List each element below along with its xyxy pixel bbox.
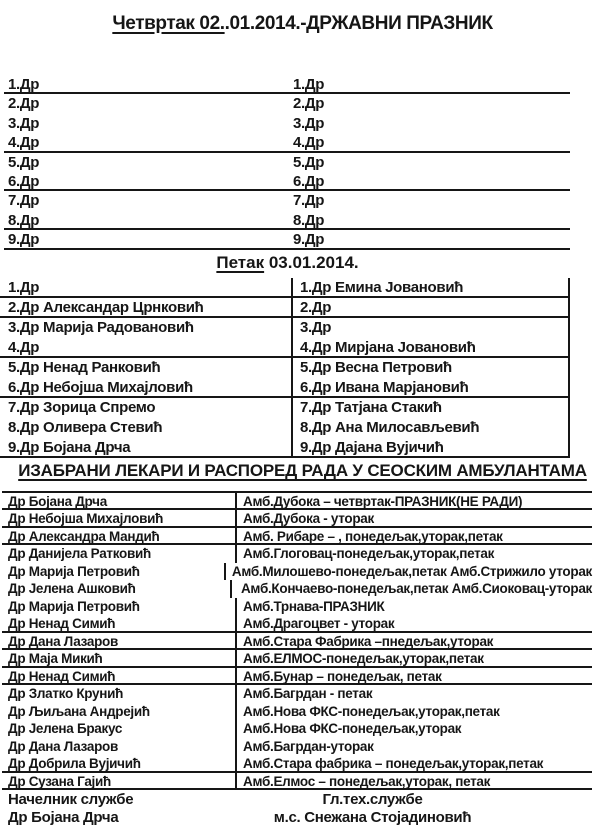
- friday-heading-rest-part: 03.01.2014.: [264, 253, 359, 272]
- clinic-schedule-cell: Амб.Стара фабрика – понедељак,уторак,петак: [243, 756, 544, 772]
- head-technician-label: Гл.тех.службе: [322, 791, 423, 808]
- doctor-name-cell: Др Дана Лазаров: [2, 738, 237, 755]
- doctor-name-cell: Др Златко Крунић: [2, 685, 237, 702]
- signature-title-row: [0, 791, 605, 809]
- clinic-schedule-cell: Амб.Милошево-понедељак,петак Амб.Стрижило уторак: [231, 563, 592, 579]
- table-row: [0, 278, 568, 298]
- roster-slot-cell: 8.Др: [8, 211, 40, 229]
- signature-name-row: [0, 809, 605, 827]
- roster-slot-cell: 1.Др: [8, 76, 40, 93]
- roster-slot-cell: 8.Др: [293, 211, 325, 229]
- doctor-name-cell: Др Александра Мандић: [2, 528, 237, 543]
- doctor-name-cell: Др Марија Петровић: [2, 563, 226, 580]
- doctor-name-cell: Др Марија Петровић: [2, 598, 237, 615]
- table-row: [2, 563, 592, 580]
- table-row: [2, 650, 592, 667]
- title-underlined-part: Четвртак 02.: [112, 13, 225, 34]
- table-row: [2, 633, 592, 650]
- doctor-slot-cell: 3.Др Марија Радовановић: [0, 318, 293, 338]
- doctor-name-cell: Др Јелена Бракус: [2, 720, 237, 737]
- clinic-schedule-cell: Амб.Бунар – понедељак, петак: [243, 668, 442, 684]
- table-row: [2, 615, 592, 632]
- table-row: [0, 298, 568, 318]
- table-row: [4, 153, 570, 172]
- roster-slot-cell: 6.Др: [8, 172, 40, 190]
- doctor-slot-cell: 2.Др: [300, 299, 332, 316]
- signature-block: [0, 791, 605, 827]
- roster-slot-cell: 3.Др: [8, 114, 40, 132]
- table-row: [2, 580, 592, 597]
- clinic-schedule-cell: Амб.Трнава-ПРАЗНИК: [243, 598, 385, 614]
- doctor-slot-cell: 8.Др Оливера Стевић: [0, 418, 293, 438]
- table-row: [2, 703, 592, 720]
- clinic-schedule-cell: Амб.Багрдан-уторак: [243, 738, 374, 754]
- clinic-schedule-cell: Амб. Рибаре – , понедељак,уторак,петак: [243, 528, 503, 544]
- table-row: [4, 133, 570, 152]
- clinic-schedule-cell: Амб.Глоговац-понедељак,уторак,петак: [243, 546, 495, 562]
- table-row: [2, 598, 592, 615]
- table-row: [0, 378, 568, 398]
- table-row: [0, 358, 568, 378]
- doctor-name-cell: Др Добрила Вујичић: [2, 755, 237, 770]
- doctor-slot-cell: 9.Др Бојана Дрча: [0, 438, 293, 456]
- table-row: [2, 685, 592, 702]
- roster-slot-cell: 2.Др: [293, 95, 325, 113]
- clinic-schedule-cell: Амб.Нова ФКС-понедељак,уторак,петак: [243, 703, 500, 719]
- table-row: [2, 738, 592, 755]
- doctor-slot-cell: 7.Др Зорица Спремо: [0, 398, 293, 418]
- doctor-slot-cell: 6.Др Ивана Марјановић: [300, 379, 469, 396]
- table-row: [2, 510, 592, 527]
- doctor-slot-cell: 6.Др Небојша Михајловић: [0, 378, 293, 396]
- table-row: [2, 755, 592, 772]
- friday-heading-underlined-part: Петак: [216, 253, 265, 272]
- doctor-name-cell: Др Љиљана Андрејић: [2, 703, 237, 720]
- clinics-schedule-table: [2, 491, 592, 790]
- doctor-slot-cell: 9.Др Дајана Вујичић: [300, 439, 444, 456]
- chief-of-service-name: Др Бојана Дрча: [8, 809, 119, 826]
- doctor-slot-cell: 1.Др: [0, 278, 293, 296]
- clinic-schedule-cell: Амб.Дубока – четвртак-ПРАЗНИК(НЕ РАДИ): [243, 494, 523, 509]
- roster-slot-cell: 6.Др: [293, 172, 325, 190]
- friday-heading: [0, 253, 575, 273]
- roster-slot-cell: 4.Др: [293, 134, 325, 152]
- table-row: [2, 720, 592, 737]
- roster-slot-cell: 5.Др: [293, 153, 325, 171]
- doctor-slot-cell: 4.Др Мирјана Јовановић: [300, 339, 476, 356]
- clinics-heading-text: ИЗАБРАНИ ЛЕКАРИ И РАСПОРЕД РАДА У СЕОСКИМ АМБУЛАНТАМА: [18, 461, 587, 480]
- table-row: [2, 545, 592, 562]
- roster-slot-cell: 2.Др: [8, 95, 40, 113]
- table-row: [0, 318, 568, 338]
- doctor-name-cell: Др Јелена Ашковић: [2, 580, 232, 597]
- table-row: [2, 668, 592, 685]
- roster-slot-cell: 7.Др: [293, 192, 325, 210]
- doctor-slot-cell: 3.Др: [300, 319, 332, 336]
- table-row: [0, 338, 568, 358]
- roster-slot-cell: 7.Др: [8, 192, 40, 210]
- thursday-roster-table: [4, 75, 570, 250]
- clinic-schedule-cell: Амб.Елмос – понедељак,уторак, петак: [243, 773, 491, 789]
- doctor-name-cell: Др Сузана Гајић: [2, 773, 237, 788]
- roster-slot-cell: 5.Др: [8, 153, 40, 171]
- table-row: [0, 418, 568, 438]
- roster-slot-cell: 3.Др: [293, 114, 325, 132]
- roster-slot-cell: 9.Др: [8, 231, 40, 249]
- table-row: [2, 773, 592, 790]
- clinic-schedule-cell: Амб.Нова ФКС-понедељак,уторак: [243, 721, 462, 737]
- doctor-slot-cell: 2.Др Александар Црнковић: [0, 298, 293, 316]
- table-row: [4, 211, 570, 230]
- doctor-slot-cell: 5.Др Весна Петровић: [300, 359, 452, 376]
- doctor-slot-cell: 4.Др: [0, 338, 293, 356]
- clinic-schedule-cell: Амб.Кончаево-понедељак,петак Амб.Сиоковац-уторак: [237, 581, 592, 597]
- table-row: [4, 230, 570, 249]
- head-technician-name: м.с. Снежана Стојадиновић: [273, 809, 472, 826]
- doctor-name-cell: Др Небојша Михајловић: [2, 510, 237, 525]
- doctor-name-cell: Др Ненад Симић: [2, 615, 237, 630]
- doctor-slot-cell: 8.Др Ана Милосављевић: [300, 419, 480, 436]
- clinics-heading: [0, 461, 605, 481]
- clinic-schedule-cell: Амб.Драгоцвет - уторак: [243, 616, 395, 632]
- table-row: [0, 438, 568, 458]
- clinic-schedule-cell: Амб.Стара Фабрика –пнедељак,уторак: [243, 633, 494, 649]
- clinic-schedule-cell: Амб.ЕЛМОС-понедељак,уторак,петак: [243, 651, 484, 667]
- page-title: [0, 13, 605, 35]
- friday-roster-table: [0, 278, 570, 458]
- doctor-name-cell: Др Ненад Симић: [2, 668, 237, 683]
- table-row: [0, 398, 568, 418]
- table-row: [4, 114, 570, 133]
- roster-slot-cell: 1.Др: [293, 76, 325, 93]
- doctor-name-cell: Др Бојана Дрча: [2, 493, 237, 508]
- doctor-slot-cell: 7.Др Татјана Стакић: [300, 399, 442, 416]
- doctor-slot-cell: 1.Др Емина Јовановић: [300, 279, 464, 296]
- doctor-name-cell: Др Маја Микић: [2, 650, 237, 665]
- table-row: [4, 191, 570, 210]
- doctor-name-cell: Др Дана Лазаров: [2, 633, 237, 648]
- doctor-name-cell: Др Данијела Ратковић: [2, 545, 237, 562]
- doctor-slot-cell: 5.Др Ненад Ранковић: [0, 358, 293, 378]
- clinic-schedule-cell: Амб.Багрдан - петак: [243, 686, 373, 702]
- chief-of-service-label: Начелник службе: [8, 791, 134, 808]
- title-rest-part: .01.2014.-ДРЖАВНИ ПРАЗНИК: [224, 13, 493, 34]
- roster-slot-cell: 9.Др: [293, 231, 325, 249]
- table-row: [2, 528, 592, 545]
- table-row: [2, 493, 592, 510]
- clinic-schedule-cell: Амб.Дубока - уторак: [243, 511, 374, 527]
- table-row: [4, 94, 570, 113]
- table-row: [4, 75, 570, 94]
- roster-slot-cell: 4.Др: [8, 134, 40, 152]
- table-row: [4, 172, 570, 191]
